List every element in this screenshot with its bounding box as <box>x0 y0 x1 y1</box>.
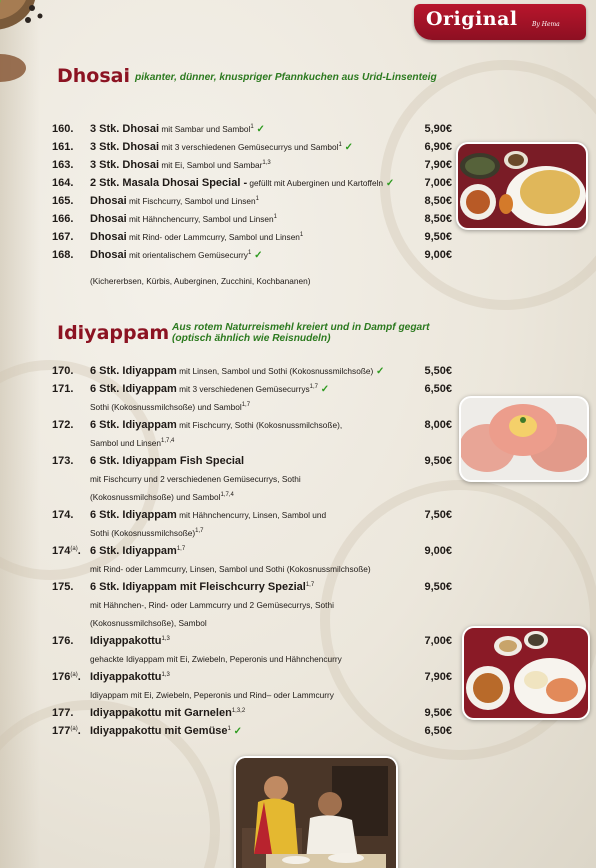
item-name <box>90 249 262 261</box>
item-number <box>52 365 88 377</box>
item-number-dot: . <box>77 725 81 737</box>
dhosai-item-row <box>52 195 452 213</box>
item-price: 8,50€ <box>424 213 452 225</box>
item-number-text: 173. <box>52 455 74 467</box>
item-number-text: 171. <box>52 383 74 395</box>
item-name <box>90 635 170 647</box>
dhosai-item-row <box>52 177 452 195</box>
item-name <box>90 383 329 395</box>
idiyappam-item-row <box>52 581 452 599</box>
item-allergen-codes: 1,7 <box>176 546 186 552</box>
item-title: 2 Stk. Masala Dhosai Special - <box>90 177 248 189</box>
item-description: mit Hähnchencurry, Sambol und Linsen <box>126 214 274 224</box>
item-name <box>90 509 326 521</box>
item-number <box>52 231 88 243</box>
item-description: mit orientalischem Gemüsecurry <box>126 250 248 260</box>
item-allergen-codes: 1 <box>255 196 259 202</box>
item-description: mit Linsen, Sambol und Sothi (Kokosnussmilchsoße) <box>176 366 374 376</box>
item-title: Idiyappakottu <box>90 635 162 647</box>
item-number-text: 176. <box>52 635 74 647</box>
item-number-text: 167. <box>52 231 74 243</box>
item-allergen-codes: 1,3,2 <box>231 708 246 714</box>
item-detail-text: (Kokosnussmilchsoße) und Sambol <box>90 492 221 502</box>
brand-tagline: By Hema <box>532 21 560 28</box>
item-title: 6 Stk. Idiyappam <box>90 383 177 395</box>
item-allergen-codes: 1 <box>247 250 252 256</box>
item-detail-line <box>90 438 174 448</box>
item-detail-text: mit Rind- oder Lammcurry, Linsen, Sambol und Sothi (Kokosnussmilchsoße) <box>90 564 371 574</box>
item-detail-text: Sothi (Kokosnussmilchsoße) <box>90 528 196 538</box>
item-number-suffix-sup: (a) <box>70 672 78 678</box>
couple-dining-photo <box>234 756 398 868</box>
item-title: 3 Stk. Dhosai <box>90 141 160 153</box>
item-number-text: 165. <box>52 195 74 207</box>
item-price: 7,00€ <box>424 177 452 189</box>
item-title: 3 Stk. Dhosai <box>90 123 160 135</box>
item-detail-line <box>90 654 342 664</box>
item-price: 5,90€ <box>424 123 452 135</box>
item-number <box>52 509 88 521</box>
item-price: 9,50€ <box>424 707 452 719</box>
item-description: mit 3 verschiedenen Gemüsecurrys <box>176 384 310 394</box>
item-price: 7,00€ <box>424 635 452 647</box>
item-price: 6,90€ <box>424 141 452 153</box>
leaf-check-icon: ✓ <box>251 250 263 261</box>
item-number-text: 161. <box>52 141 74 153</box>
item-name <box>90 213 277 225</box>
item-title: 6 Stk. Idiyappam <box>90 509 177 521</box>
item-name <box>90 725 242 737</box>
idiyappam-item-row <box>52 419 452 437</box>
dhosai-item-row <box>52 123 452 141</box>
item-price: 7,90€ <box>424 159 452 171</box>
section-subtitle-line1: Aus rotem Naturreismehl kreiert und in Dampf gegart <box>172 322 430 333</box>
item-allergen-codes: 1,3 <box>161 636 170 642</box>
item-number <box>52 707 88 719</box>
item-168-note: (Kichererbsen, Kürbis, Auberginen, Zucchini, Kochbananen) <box>90 276 311 286</box>
section-subtitle-idiyappam <box>172 322 430 344</box>
item-title: Idiyappakottu <box>90 671 162 683</box>
item-price: 9,50€ <box>424 581 452 593</box>
item-allergen-codes: 1,3 <box>262 160 271 166</box>
item-detail-line <box>90 600 334 610</box>
item-name <box>90 123 265 135</box>
item-name <box>90 159 271 171</box>
section-title-dhosai: Dhosai <box>57 65 130 87</box>
item-detail-line <box>90 474 301 484</box>
leaf-check-icon: ✓ <box>341 142 353 153</box>
item-title: Dhosai <box>90 213 127 225</box>
item-allergen-codes: 1 <box>338 142 342 148</box>
item-title: Idiyappakottu mit Gemüse <box>90 725 228 737</box>
item-description: mit Fischcurry, Sambol und Linsen <box>126 196 256 206</box>
item-name <box>90 545 185 557</box>
item-allergen-codes: 1,3 <box>161 672 170 678</box>
item-number-text: 168. <box>52 249 74 261</box>
item-number-text: 177. <box>52 707 74 719</box>
item-detail-codes: 1,7,4 <box>220 492 234 498</box>
idiyappam-item-row <box>52 635 452 653</box>
item-detail-text: mit Hähnchen-, Rind- oder Lammcurry und 2 Gemüsecurrys, Sothi <box>90 600 334 610</box>
item-number-text: 164. <box>52 177 74 189</box>
item-number-dot: . <box>77 671 81 683</box>
item-number <box>52 671 88 683</box>
item-number-text: 166. <box>52 213 74 225</box>
dhosai-item-row <box>52 213 452 231</box>
item-description: mit 3 verschiedenen Gemüsecurrys und Sambol <box>159 142 339 152</box>
item-detail-codes: 1,7,4 <box>161 438 175 444</box>
idiyappam-item-row <box>52 365 452 383</box>
idiyappam-item-row <box>52 545 452 563</box>
item-number <box>52 383 88 395</box>
idiyappam-item-row <box>52 509 452 527</box>
item-number-text: 177 <box>52 725 71 737</box>
item-name <box>90 231 303 243</box>
item-allergen-codes: 1,7 <box>309 384 318 390</box>
dhosai-item-row <box>52 141 452 159</box>
item-price: 9,50€ <box>424 455 452 467</box>
spice-bowl-image <box>0 0 50 90</box>
item-name <box>90 707 245 719</box>
item-detail-codes: 1,7 <box>241 402 251 408</box>
item-allergen-codes: 1 <box>299 232 304 238</box>
leaf-check-icon: ✓ <box>373 366 385 377</box>
item-detail-line <box>90 402 250 412</box>
dosa-plate-photo <box>456 142 588 230</box>
item-detail-line <box>90 564 371 574</box>
item-detail-text: Sothi (Kokosnussmilchsoße) und Sambol <box>90 402 242 412</box>
item-detail-text: mit Fischcurry und 2 verschiedenen Gemüsecurrys, Sothi <box>90 474 301 484</box>
item-number <box>52 419 88 431</box>
item-description: mit Fischcurry, Sothi (Kokosnussmilchsoße), <box>176 420 343 430</box>
idiyappam-item-row <box>52 707 452 725</box>
item-number-text: 170. <box>52 365 74 377</box>
item-title: Idiyappakottu mit Garnelen <box>90 707 232 719</box>
item-detail-text: Sambol und Linsen <box>90 438 162 448</box>
item-name <box>90 365 384 377</box>
item-number-text: 174. <box>52 509 74 521</box>
item-name <box>90 177 394 189</box>
item-price: 9,50€ <box>424 231 452 243</box>
item-price: 8,00€ <box>424 419 452 431</box>
item-number <box>52 545 88 557</box>
section-subtitle-line2: (optisch ähnlich wie Reisnudeln) <box>172 333 331 344</box>
item-detail-line <box>90 690 334 700</box>
item-detail-line <box>90 492 234 502</box>
item-allergen-codes: 1,7 <box>305 582 315 588</box>
item-price: 8,50€ <box>424 195 452 207</box>
item-number-suffix-sup: (a) <box>70 726 78 732</box>
item-number <box>52 635 88 647</box>
item-name <box>90 455 244 467</box>
idiyappam-item-row <box>52 725 452 743</box>
item-number <box>52 581 88 593</box>
dhosai-item-row <box>52 159 452 177</box>
item-number <box>52 455 88 467</box>
item-price: 7,50€ <box>424 509 452 521</box>
item-detail-line <box>90 618 207 628</box>
item-detail-text: (Kokosnussmilchsoße), Sambol <box>90 618 207 628</box>
item-title: 3 Stk. Dhosai <box>90 159 160 171</box>
leaf-check-icon: ✓ <box>253 124 265 135</box>
section-title-idiyappam: Idiyappam <box>57 322 170 344</box>
item-description: mit Sambar und Sambol <box>159 124 251 134</box>
item-allergen-codes: 1 <box>227 726 231 732</box>
item-detail-text: Idiyappam mit Ei, Zwiebeln, Peperonis und Rind– oder Lammcurry <box>90 690 334 700</box>
idiyappam-item-row <box>52 671 452 689</box>
item-name <box>90 195 259 207</box>
item-number-text: 160. <box>52 123 74 135</box>
item-number-text: 175. <box>52 581 74 593</box>
item-price: 7,90€ <box>424 671 452 683</box>
dhosai-item-row <box>52 231 452 249</box>
item-number-text: 172. <box>52 419 74 431</box>
item-number <box>52 213 88 225</box>
item-name <box>90 141 353 153</box>
item-price: 9,00€ <box>424 249 452 261</box>
item-detail-text: gehackte Idiyappam mit Ei, Zwiebeln, Peperonis und Hähnchencurry <box>90 654 342 664</box>
item-price: 9,00€ <box>424 545 452 557</box>
brand-name: Original <box>426 8 518 30</box>
item-number <box>52 195 88 207</box>
leaf-check-icon: ✓ <box>383 178 395 189</box>
dhosai-item-row <box>52 249 452 267</box>
idiyappam-item-row <box>52 455 452 473</box>
leaf-check-icon: ✓ <box>230 726 243 737</box>
item-detail-line <box>90 528 203 538</box>
idiyappam-photo <box>459 396 589 482</box>
item-number <box>52 249 88 261</box>
item-title: 6 Stk. Idiyappam Fish Special <box>90 455 245 467</box>
item-number <box>52 159 88 171</box>
section-subtitle-dhosai: pikanter, dünner, knuspriger Pfannkuchen aus Urid-Linsenteig <box>135 72 437 83</box>
item-number <box>52 141 88 153</box>
item-name <box>90 581 314 593</box>
item-number-text: 163. <box>52 159 74 171</box>
item-number-text: 176 <box>52 671 71 683</box>
item-price: 6,50€ <box>424 383 452 395</box>
item-detail-codes: 1,7 <box>195 528 204 534</box>
item-name <box>90 671 170 683</box>
brand-ribbon <box>414 4 586 40</box>
item-description: gefüllt mit Auberginen und Kartoffeln <box>247 178 384 188</box>
item-title: 6 Stk. Idiyappam <box>90 545 177 557</box>
item-allergen-codes: 1 <box>250 124 254 130</box>
idiyappam-item-row <box>52 383 452 401</box>
kottu-plate-photo <box>462 626 590 720</box>
item-allergen-codes: 1 <box>273 214 277 220</box>
leaf-check-icon: ✓ <box>317 384 330 395</box>
item-title: 6 Stk. Idiyappam mit Fleischcurry Spezial <box>90 581 306 593</box>
item-title: Dhosai <box>90 231 127 243</box>
item-name <box>90 419 342 431</box>
item-description: mit Ei, Sambol und Sambar <box>159 160 263 170</box>
item-title: Dhosai <box>90 249 127 261</box>
item-title: Dhosai <box>90 195 127 207</box>
item-number <box>52 725 88 737</box>
item-price: 6,50€ <box>424 725 452 737</box>
item-title: 6 Stk. Idiyappam <box>90 365 177 377</box>
item-title: 6 Stk. Idiyappam <box>90 419 177 431</box>
item-number-dot: . <box>77 545 81 557</box>
item-description: mit Rind- oder Lammcurry, Sambol und Linsen <box>126 232 300 242</box>
item-price: 5,50€ <box>424 365 452 377</box>
item-number <box>52 123 88 135</box>
item-number-suffix-sup: (a) <box>70 546 78 552</box>
item-number-text: 174 <box>52 545 71 557</box>
item-number <box>52 177 88 189</box>
item-description: mit Hähnchencurry, Linsen, Sambol und <box>176 510 327 520</box>
